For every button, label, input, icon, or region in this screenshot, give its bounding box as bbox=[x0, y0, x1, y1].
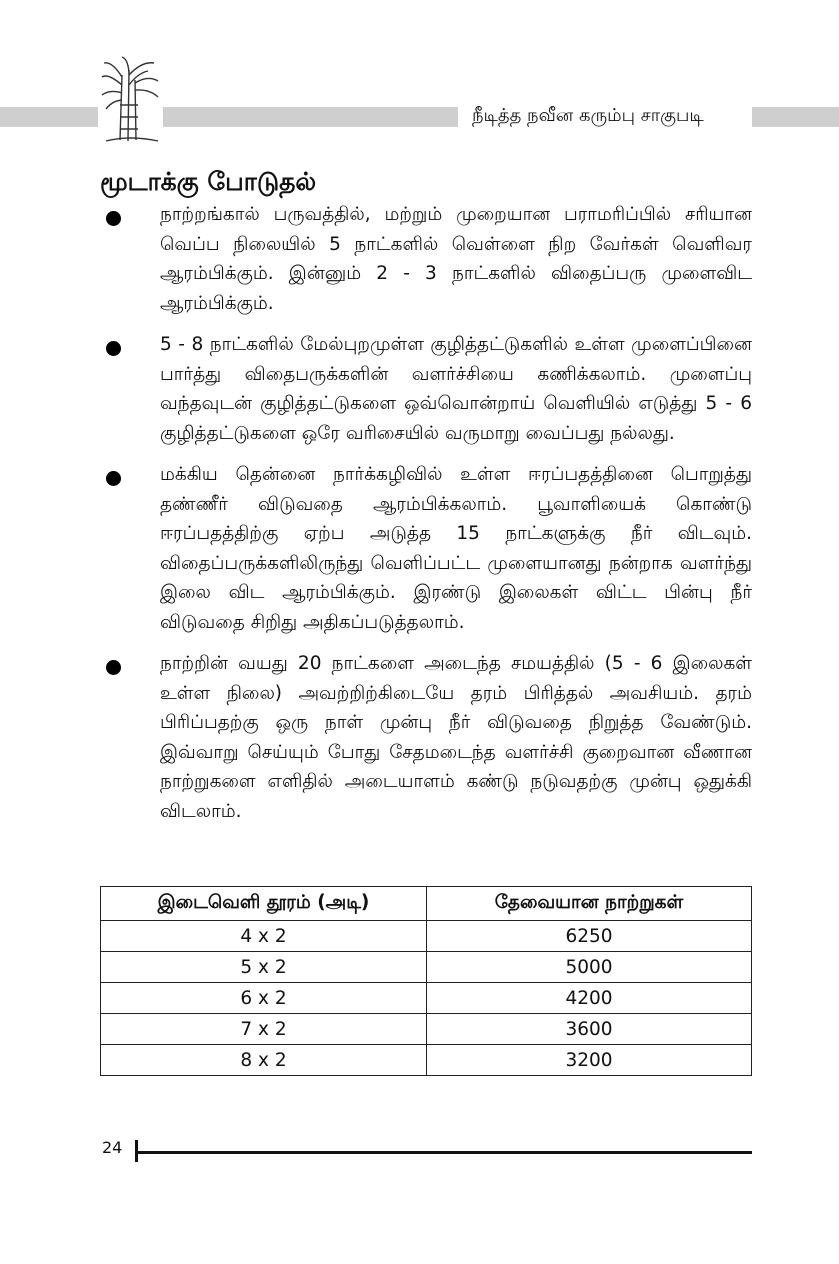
bullet-icon bbox=[106, 341, 121, 356]
seedlings-cell: 6250 bbox=[427, 921, 752, 952]
list-item bbox=[100, 200, 752, 318]
spacing-cell: 6 x 2 bbox=[101, 983, 427, 1014]
sugarcane-plant-icon bbox=[98, 55, 162, 145]
footer-rule bbox=[138, 1151, 752, 1154]
spacing-cell: 7 x 2 bbox=[101, 1014, 427, 1045]
table-row bbox=[101, 1045, 752, 1076]
header-band-right bbox=[752, 107, 839, 127]
bullet-list bbox=[100, 200, 752, 838]
spacing-seedlings-table bbox=[100, 886, 752, 1076]
list-item-text: நாற்றின் வயது 20 நாட்களை அடைந்த சமயத்தில் (5 - 6 இலைகள் உள்ள நிலை) அவற்றிற்கிடையே தரம் பிரித்தல் அவசியம். தரம் பிரிப்பதற்கு ஒரு நாள் முன்பு நீர் விடுவதை நிறுத்த வேண்டும். இவ்வாறு செய்யும் போது சேதமடைந்த வளர்ச்சி குறைவான வீணான நாற்றுகளை எளிதில் அடையாளம் கண்டு நடுவதற்கு முன்பு ஒதுக்கி விடலாம். bbox=[160, 653, 752, 822]
list-item bbox=[100, 460, 752, 637]
table-row bbox=[101, 921, 752, 952]
column-header-spacing: இடைவெளி தூரம் (அடி) bbox=[101, 887, 427, 921]
spacing-cell: 8 x 2 bbox=[101, 1045, 427, 1076]
seedlings-cell: 3200 bbox=[427, 1045, 752, 1076]
table-header-row bbox=[101, 887, 752, 921]
page-number: 24 bbox=[102, 1138, 123, 1157]
spacing-cell: 5 x 2 bbox=[101, 952, 427, 983]
seedlings-cell: 4200 bbox=[427, 983, 752, 1014]
seedlings-cell: 5000 bbox=[427, 952, 752, 983]
table-row bbox=[101, 952, 752, 983]
bullet-icon bbox=[106, 471, 121, 486]
list-item-text: மக்கிய தென்னை நார்க்கழிவில் உள்ள ஈரப்பதத்தினை பொறுத்து தண்ணீர் விடுவதை ஆரம்பிக்கலாம். பூவாளியைக் கொண்டு ஈரப்பதத்திற்கு ஏற்ப அடுத்த 15 நாட்களுக்கு நீர் விடவும். விதைப்பருக்களிலிருந்து வெளிப்பட்ட முளையானது நன்றாக வளர்ந்து இலை விட ஆரம்பிக்கும். இரண்டு இலைகள் விட்ட பின்பு நீர் விடுவதை சிறிது அதிகப்படுத்தலாம். bbox=[160, 464, 752, 633]
bullet-icon bbox=[106, 211, 121, 226]
column-header-seedlings: தேவையான நாற்றுகள் bbox=[427, 887, 752, 921]
list-item-text: நாற்றங்கால் பருவத்தில், மற்றும் முறையான பராமரிப்பில் சரியான வெப்ப நிலையில் 5 நாட்களில் வெள்ளை நிற வேர்கள் வெளிவர ஆரம்பிக்கும். இன்னும் 2 - 3 நாட்களில் விதைப்பரு முளைவிட ஆரம்பிக்கும். bbox=[160, 204, 752, 314]
section-heading: மூடாக்கு போடுதல் bbox=[100, 167, 317, 196]
list-item-text: 5 - 8 நாட்களில் மேல்புறமுள்ள குழித்தட்டுகளில் உள்ள முளைப்பினை பார்த்து விதைபருக்களின் வளர்ச்சியை கணிக்கலாம். முளைப்பு வந்தவுடன் குழித்தட்டுகளை ஒவ்வொன்றாய் வெளியில் எடுத்து 5 - 6 குழித்தட்டுகளை ஒரே வரிசையில் வருமாறு வைப்பது நல்லது. bbox=[160, 334, 752, 444]
bullet-icon bbox=[106, 660, 121, 675]
running-header-title: நீடித்த நவீன கரும்பு சாகுபடி bbox=[472, 105, 704, 126]
header-band-middle bbox=[163, 107, 458, 127]
header-band-left bbox=[0, 107, 98, 127]
table-row bbox=[101, 983, 752, 1014]
table-row bbox=[101, 1014, 752, 1045]
spacing-cell: 4 x 2 bbox=[101, 921, 427, 952]
seedlings-cell: 3600 bbox=[427, 1014, 752, 1045]
list-item bbox=[100, 649, 752, 826]
list-item bbox=[100, 330, 752, 448]
